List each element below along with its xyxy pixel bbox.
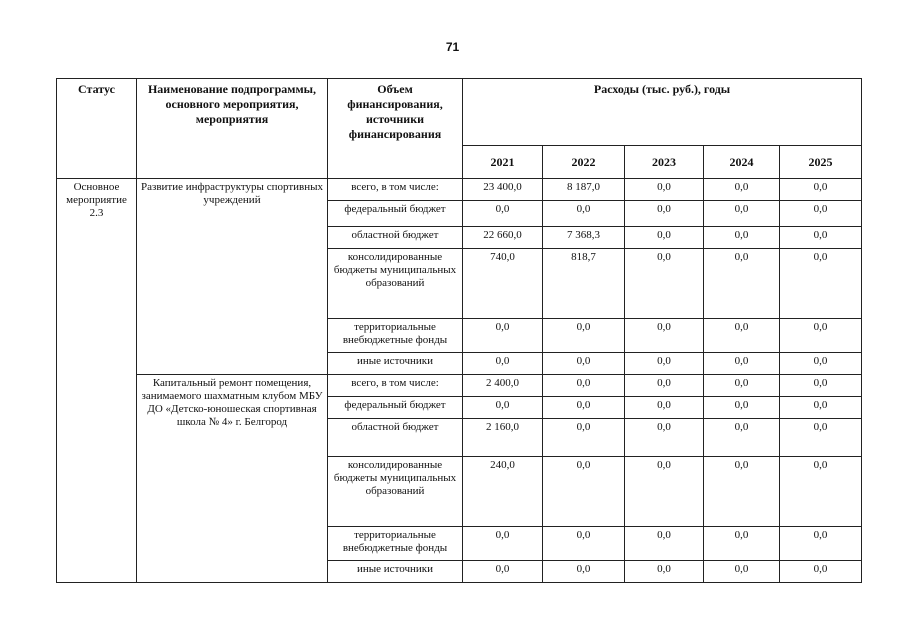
amount-cell: 0,0 [625,419,704,457]
amount-cell: 22 660,0 [463,227,543,249]
amount-cell: 0,0 [463,353,543,375]
amount-cell: 2 160,0 [463,419,543,457]
amount-cell: 0,0 [463,527,543,561]
amount-cell: 2 400,0 [463,375,543,397]
header-year: 2021 [463,146,543,179]
amount-cell: 0,0 [780,527,862,561]
amount-cell: 0,0 [625,527,704,561]
amount-cell: 0,0 [463,201,543,227]
funding-source-cell: консолидированные бюджеты муниципальных образований [328,249,463,319]
amount-cell: 0,0 [543,561,625,583]
status-cell: Основное мероприятие 2.3 [57,179,137,583]
amount-cell: 0,0 [780,353,862,375]
amount-cell: 0,0 [543,319,625,353]
amount-cell: 0,0 [704,375,780,397]
funding-source-cell: консолидированные бюджеты муниципальных образований [328,457,463,527]
amount-cell: 0,0 [543,419,625,457]
amount-cell: 0,0 [625,353,704,375]
funding-source-cell: федеральный бюджет [328,397,463,419]
budget-table [56,78,862,583]
amount-cell: 0,0 [704,561,780,583]
amount-cell: 0,0 [704,201,780,227]
amount-cell: 0,0 [463,319,543,353]
amount-cell: 0,0 [780,561,862,583]
amount-cell: 0,0 [704,353,780,375]
amount-cell: 0,0 [780,249,862,319]
amount-cell: 8 187,0 [543,179,625,201]
header-year: 2025 [780,146,862,179]
header-status: Статус [57,79,137,179]
funding-source-cell: иные источники [328,561,463,583]
amount-cell: 0,0 [625,375,704,397]
funding-source-cell: территориальные внебюджетные фонды [328,527,463,561]
header-year: 2022 [543,146,625,179]
amount-cell: 0,0 [463,561,543,583]
amount-cell: 0,0 [780,457,862,527]
funding-source-cell: территориальные внебюджетные фонды [328,319,463,353]
amount-cell: 0,0 [780,179,862,201]
funding-source-cell: иные источники [328,353,463,375]
header-year: 2023 [625,146,704,179]
amount-cell: 0,0 [625,179,704,201]
funding-source-cell: областной бюджет [328,419,463,457]
amount-cell: 0,0 [780,227,862,249]
amount-cell: 0,0 [625,457,704,527]
amount-cell: 0,0 [704,457,780,527]
amount-cell: 0,0 [543,201,625,227]
activity-name-cell: Развитие инфраструктуры спортивных учреждений [137,179,328,375]
header-expenses: Расходы (тыс. руб.), годы [463,79,862,146]
funding-source-cell: федеральный бюджет [328,201,463,227]
amount-cell: 0,0 [625,319,704,353]
funding-source-cell: всего, в том числе: [328,179,463,201]
amount-cell: 240,0 [463,457,543,527]
amount-cell: 0,0 [625,561,704,583]
amount-cell: 0,0 [543,457,625,527]
amount-cell: 0,0 [704,527,780,561]
amount-cell: 0,0 [625,201,704,227]
amount-cell: 0,0 [625,227,704,249]
table-body [57,179,862,583]
amount-cell: 23 400,0 [463,179,543,201]
amount-cell: 0,0 [625,397,704,419]
table-row [57,179,862,201]
amount-cell: 0,0 [625,249,704,319]
amount-cell: 0,0 [543,397,625,419]
amount-cell: 0,0 [780,375,862,397]
amount-cell: 0,0 [780,201,862,227]
amount-cell: 0,0 [780,319,862,353]
amount-cell: 0,0 [463,397,543,419]
amount-cell: 0,0 [704,227,780,249]
table-row [57,375,862,397]
amount-cell: 0,0 [543,375,625,397]
amount-cell: 0,0 [704,419,780,457]
amount-cell: 7 368,3 [543,227,625,249]
amount-cell: 818,7 [543,249,625,319]
amount-cell: 0,0 [543,527,625,561]
header-volume: Объем финансирования, источники финансирования [328,79,463,179]
amount-cell: 740,0 [463,249,543,319]
header-year: 2024 [704,146,780,179]
activity-name-cell: Капитальный ремонт помещения, занимаемого шахматным клубом МБУ ДО «Детско-юношеская спортивная школа № 4» г. Белгород [137,375,328,583]
table-header [57,79,862,179]
amount-cell: 0,0 [780,397,862,419]
funding-source-cell: областной бюджет [328,227,463,249]
amount-cell: 0,0 [704,319,780,353]
amount-cell: 0,0 [704,179,780,201]
header-name: Наименование подпрограммы, основного мероприятия, мероприятия [137,79,328,179]
amount-cell: 0,0 [780,419,862,457]
funding-source-cell: всего, в том числе: [328,375,463,397]
amount-cell: 0,0 [543,353,625,375]
page-number: 71 [445,40,460,54]
amount-cell: 0,0 [704,397,780,419]
amount-cell: 0,0 [704,249,780,319]
